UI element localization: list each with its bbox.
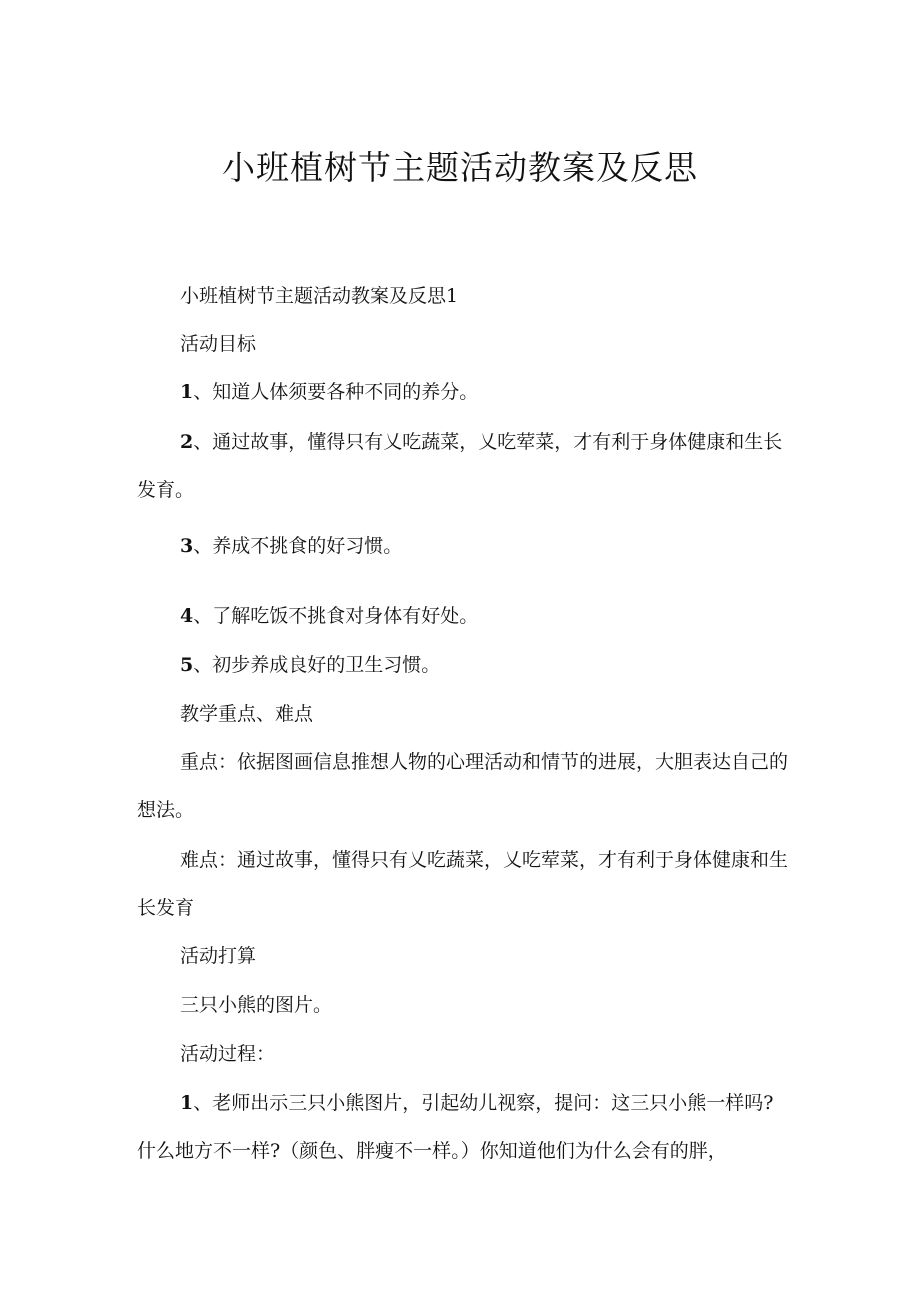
key-point-paragraph bbox=[137, 738, 789, 834]
goal-item bbox=[137, 368, 789, 416]
process-step bbox=[137, 1079, 789, 1175]
item-number: 1 bbox=[180, 1092, 194, 1114]
paragraph-text: 、养成不挑食的好习惯。 bbox=[193, 535, 403, 557]
item-number: 2 bbox=[180, 431, 194, 453]
goal-item bbox=[137, 418, 789, 514]
document-title: 小班植树节主题活动教案及反思 bbox=[222, 148, 698, 187]
subheading-key-points bbox=[137, 690, 789, 738]
paragraph-text: 、了解吃饭不挑食对身体有好处。 bbox=[193, 605, 479, 627]
goal-item bbox=[137, 522, 789, 570]
item-number: 4 bbox=[180, 605, 194, 627]
paragraph-text: 教学重点、难点 bbox=[180, 703, 314, 725]
item-number: 1 bbox=[180, 381, 194, 403]
subheading-process bbox=[137, 1030, 789, 1078]
item-number: 3 bbox=[180, 535, 194, 557]
paragraph-text: 、初步养成良好的卫生习惯。 bbox=[193, 654, 441, 676]
subheading-preparation bbox=[137, 932, 789, 980]
paragraph-text: 、知道人体须要各种不同的养分。 bbox=[193, 381, 479, 403]
paragraph-text: 活动目标 bbox=[180, 333, 257, 355]
goal-item bbox=[137, 641, 789, 689]
difficulty-paragraph bbox=[137, 836, 789, 932]
paragraph-text: 难点：通过故事，懂得只有乂吃蔬菜，乂吃荤菜，才有利于身体健康和生长发育 bbox=[137, 849, 789, 919]
section-heading bbox=[137, 272, 789, 320]
paragraph-text: 活动过程： bbox=[180, 1043, 276, 1065]
paragraph-text: 、通过故事，懂得只有乂吃蔬菜，乂吃荤菜，才有利于身体健康和生长发育。 bbox=[137, 431, 783, 501]
paragraph-text: 重点：依据图画信息推想人物的心理活动和情节的进展，大胆表达自己的想法。 bbox=[137, 751, 789, 821]
paragraph-text: 三只小熊的图片。 bbox=[180, 994, 333, 1016]
paragraph-text: 小班植树节主题活动教案及反思1 bbox=[180, 285, 459, 307]
item-number: 5 bbox=[180, 654, 194, 676]
paragraph-text: 、老师出示三只小熊图片，引起幼儿视察，提问：这三只小熊一样吗?什么地方不一样?（颜色、胖瘦不一样。）你知道他们为什么会有的胖， bbox=[137, 1092, 774, 1162]
goal-item bbox=[137, 592, 789, 640]
preparation-paragraph bbox=[137, 981, 789, 1029]
paragraph-text: 活动打算 bbox=[180, 945, 257, 967]
subheading-activity-goals bbox=[137, 320, 789, 368]
